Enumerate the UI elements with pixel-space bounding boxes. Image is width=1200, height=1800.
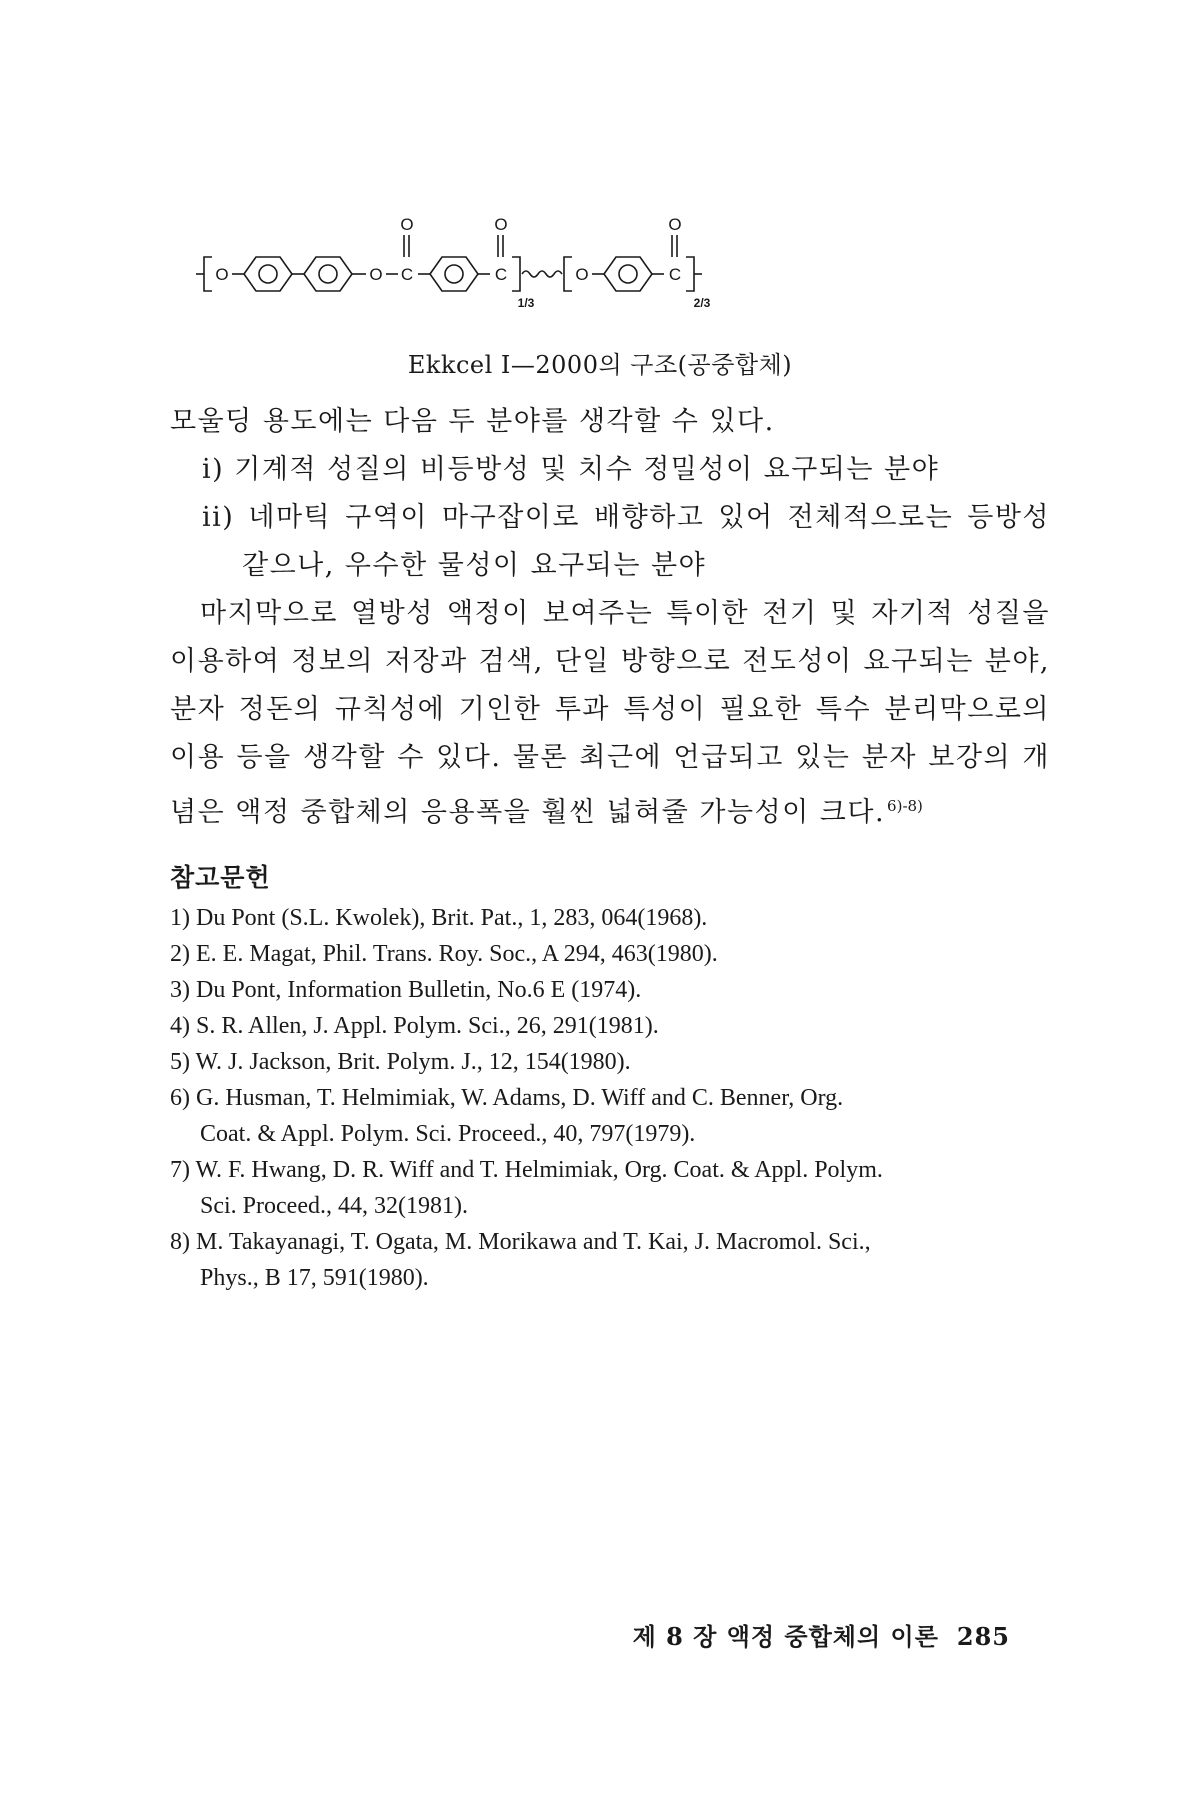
application-item-2-continued: 같으나, 우수한 물성이 요구되는 분야 — [242, 550, 707, 581]
bracket-left-1 — [204, 257, 212, 291]
body-text — [170, 398, 1050, 837]
oxygen-label: O — [215, 265, 229, 284]
chemical-structure-diagram — [190, 205, 830, 315]
benzene-ring-1 — [244, 257, 292, 291]
mole-fraction-subscript: 1/3 — [517, 296, 535, 310]
carbonyl-oxygen-label: O — [400, 215, 414, 234]
reference-text: 4) S. R. Allen, J. Appl. Polym. Sci., 26, 291(1981). — [170, 1013, 659, 1039]
reference-item — [170, 1152, 1050, 1224]
paragraph-line: 분자 정돈의 규칙성에 기인한 투과 특성이 필요한 특수 분리막으로의 — [170, 694, 1050, 725]
bracket-left-2 — [564, 257, 572, 291]
reference-item — [170, 1008, 1050, 1044]
paragraph-line: 념은 액정 중합체의 응용폭을 훨씬 넓혀줄 가능성이 크다. — [170, 797, 886, 828]
carbonyl-oxygen-label: O — [494, 215, 508, 234]
mole-fraction-subscript: 2/3 — [693, 296, 711, 310]
reference-text: 1) Du Pont (S.L. Kwolek), Brit. Pat., 1, 283, 064(1968). — [170, 905, 708, 931]
oxygen-label: O — [369, 265, 383, 284]
paragraph-line: 이용하여 정보의 저장과 검색, 단일 방향으로 전도성이 요구되는 분야, — [170, 646, 1050, 677]
reference-item — [170, 972, 1050, 1008]
application-item-1: i) 기계적 성질의 비등방성 및 치수 정밀성이 요구되는 분야 — [202, 454, 940, 485]
benzene-ring-2 — [304, 257, 352, 291]
bracket-right-2 — [686, 257, 694, 291]
application-item-2: ii) 네마틱 구역이 마구잡이로 배향하고 있어 전체적으로는 등방성 — [202, 502, 1050, 533]
benzene-ring-4 — [604, 257, 652, 291]
reference-item — [170, 900, 1050, 936]
reference-item — [170, 1044, 1050, 1080]
paragraph-line: 이용 등을 생각할 수 있다. 물론 최근에 언급되고 있는 분자 보강의 개 — [170, 742, 1050, 773]
carbon-label: C — [400, 265, 414, 284]
reference-text: 3) Du Pont, Information Bulletin, No.6 E (1974). — [170, 977, 642, 1003]
reference-text: 7) W. F. Hwang, D. R. Wiff and T. Helmimiak, Org. Coat. & Appl. Polym. — [170, 1157, 883, 1183]
reference-text: 6) G. Husman, T. Helmimiak, W. Adams, D. Wiff and C. Benner, Org. — [170, 1085, 844, 1111]
oxygen-label: O — [575, 265, 589, 284]
intro-paragraph: 모울딩 용도에는 다음 두 분야를 생각할 수 있다. — [170, 406, 775, 437]
bracket-right-1 — [512, 257, 520, 291]
benzene-ring-3 — [430, 257, 478, 291]
random-link-wave — [522, 271, 562, 277]
carbonyl-oxygen-label: O — [668, 215, 682, 234]
paragraph-line-last — [170, 782, 1050, 837]
references-section — [170, 858, 1050, 1296]
carbon-label: C — [668, 265, 682, 284]
citation-reference: 6)-8) — [887, 797, 923, 815]
reference-text: 2) E. E. Magat, Phil. Trans. Roy. Soc., A 294, 463(1980). — [170, 941, 718, 967]
reference-text: 5) W. J. Jackson, Brit. Polym. J., 12, 154(1980). — [170, 1049, 631, 1075]
page-footer — [633, 1617, 1010, 1652]
reference-text: 8) M. Takayanagi, T. Ogata, M. Morikawa and T. Kai, J. Macromol. Sci., — [170, 1229, 871, 1255]
reference-continuation: Sci. Proceed., 44, 32(1981). — [200, 1193, 468, 1219]
references-heading: 참고문헌 — [170, 863, 271, 892]
reference-continuation: Coat. & Appl. Polym. Sci. Proceed., 40, 797(1979). — [200, 1121, 696, 1147]
chapter-title: 제 8 장 액정 중합체의 이론 — [632, 1622, 939, 1651]
reference-continuation: Phys., B 17, 591(1980). — [200, 1265, 429, 1291]
paragraph-line: 마지막으로 열방성 액정이 보여주는 특이한 전기 및 자기적 성질을 — [200, 598, 1050, 629]
page-number: 285 — [956, 1622, 1010, 1651]
references-list — [170, 900, 1050, 1296]
reference-item — [170, 1080, 1050, 1152]
carbon-label: C — [494, 265, 508, 284]
reference-item — [170, 936, 1050, 972]
copolymer-structure-svg — [190, 205, 830, 315]
figure-caption: Ekkcel I—2000의 구조(공중합체) — [407, 351, 793, 379]
reference-item — [170, 1224, 1050, 1296]
